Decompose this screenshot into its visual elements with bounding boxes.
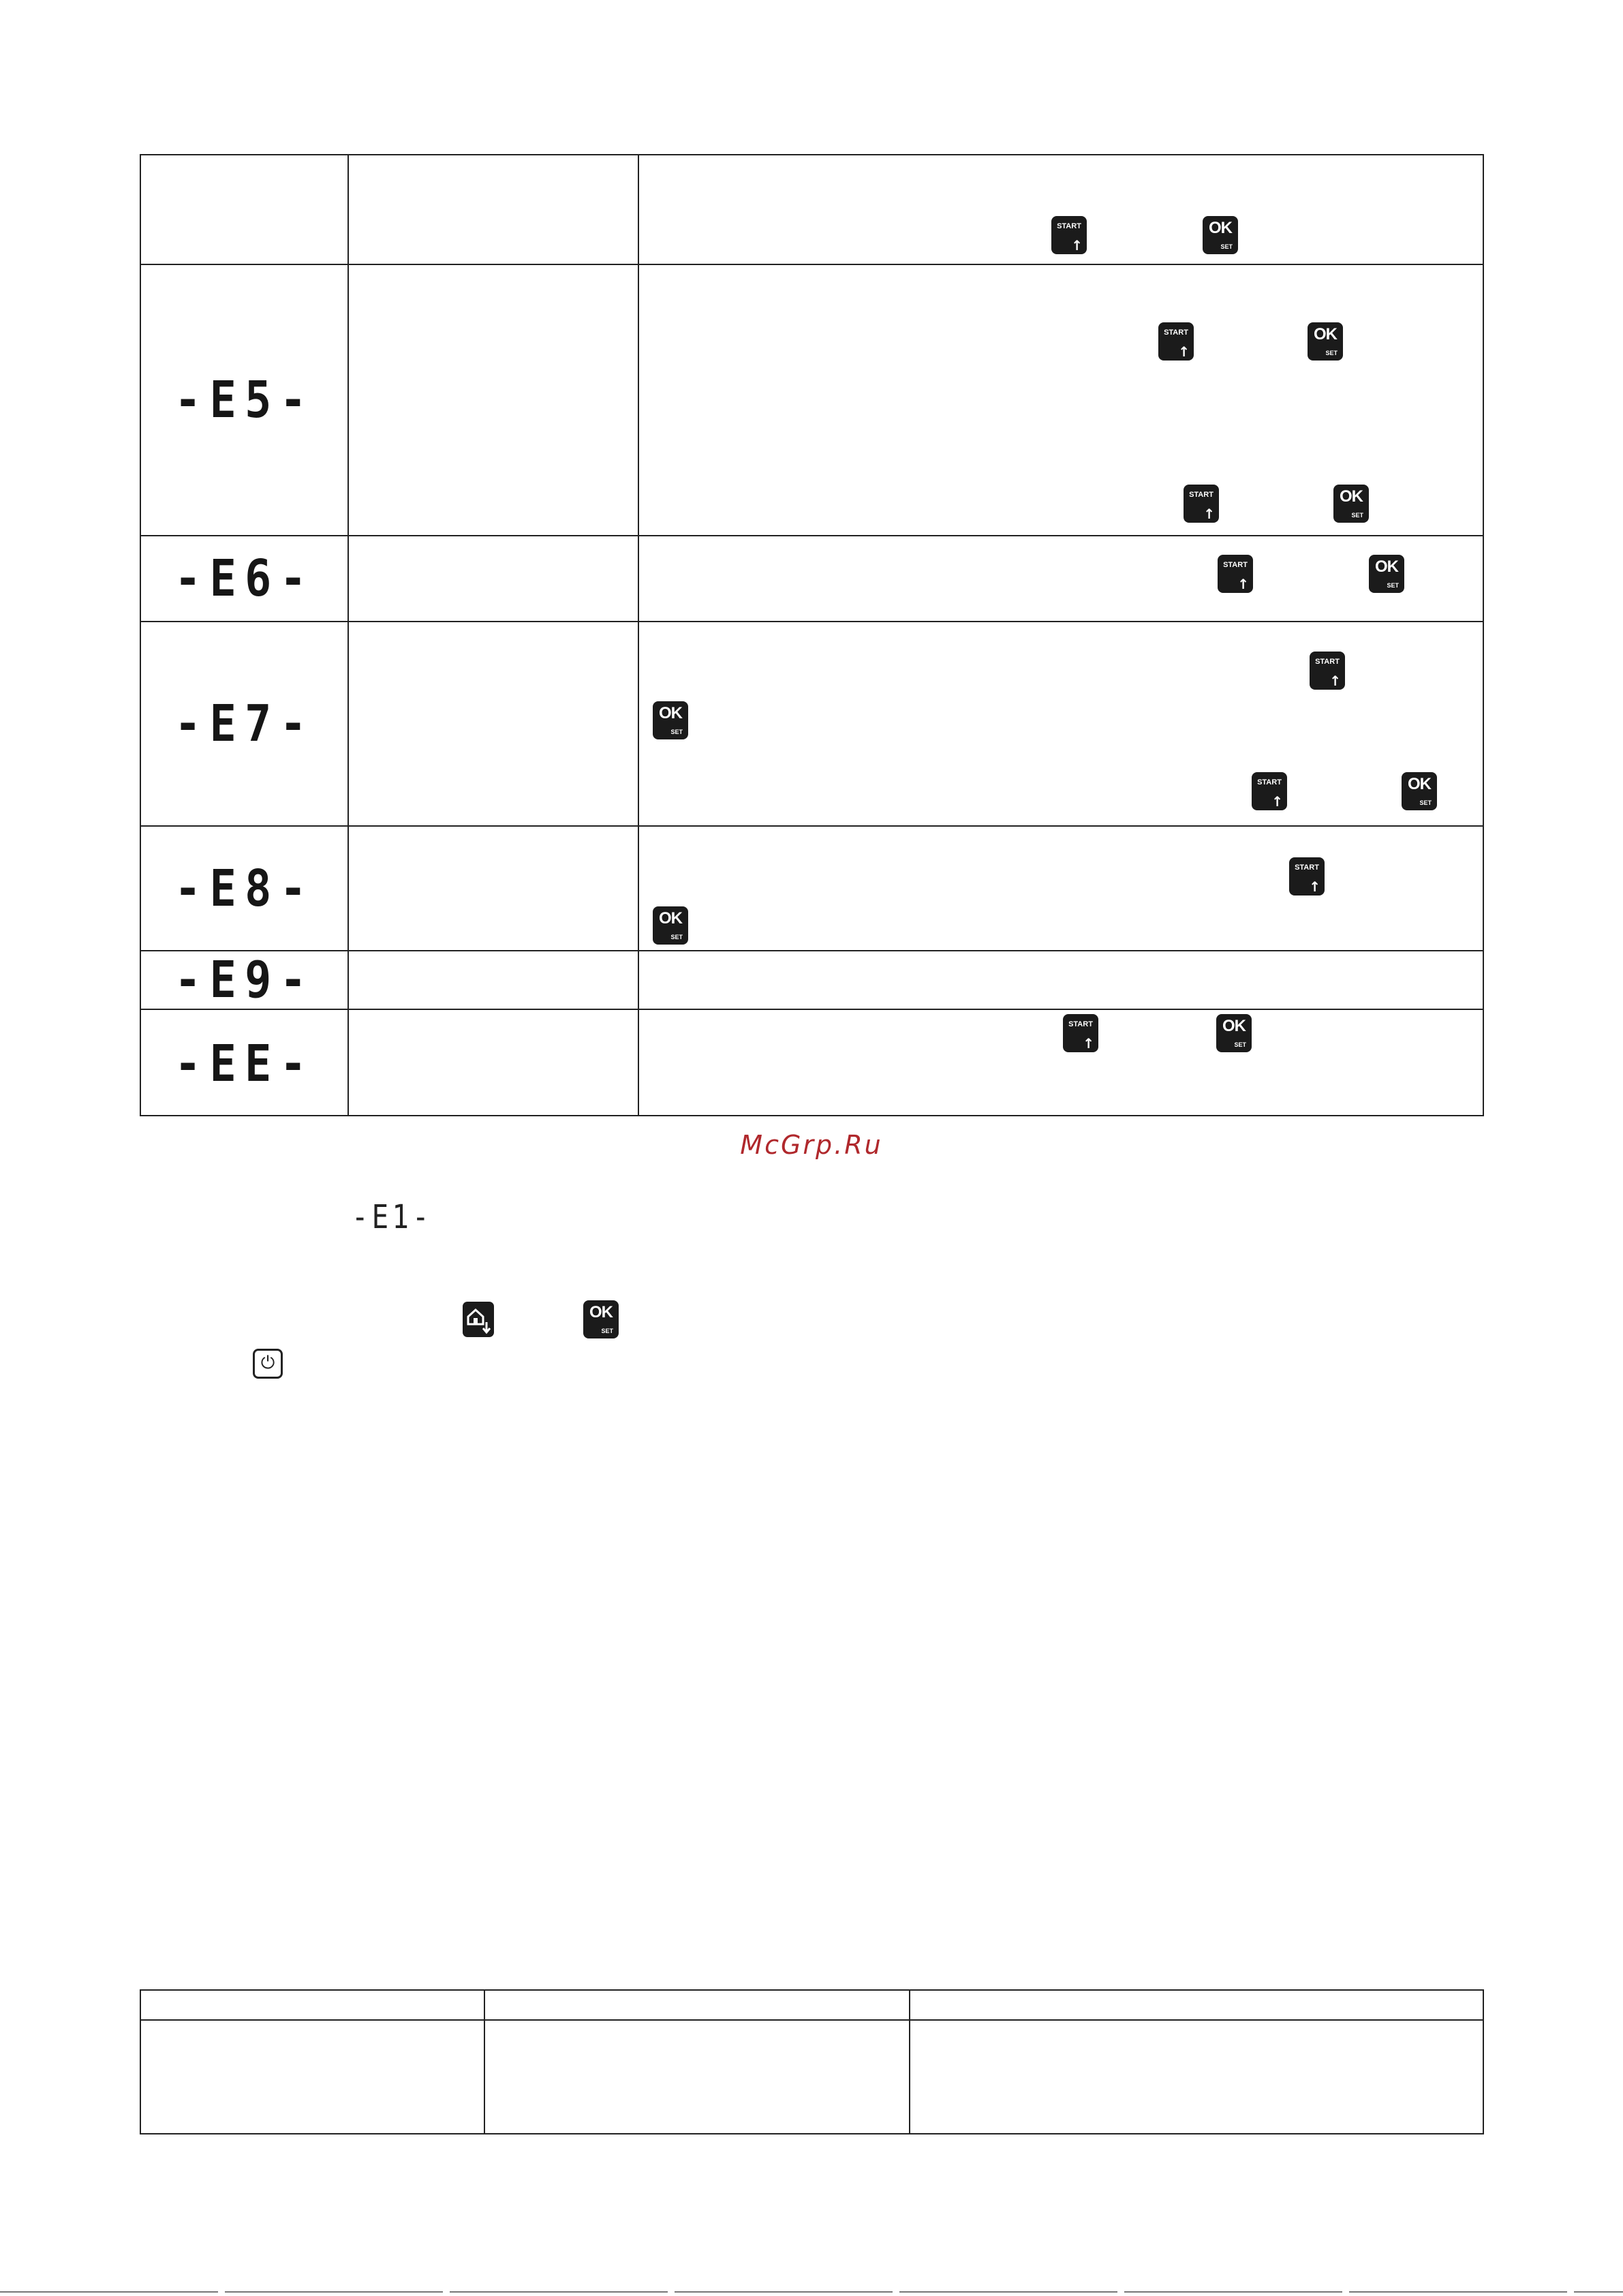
- table-row: [141, 536, 1483, 622]
- bottom-table: [140, 1989, 1484, 2134]
- power-button-icon: ⏻: [253, 1349, 283, 1379]
- start-button-icon: START ↑: [1289, 857, 1325, 896]
- error-code: -E7-: [174, 694, 315, 753]
- table-row: [141, 622, 1483, 827]
- error-code-table: [140, 154, 1484, 1116]
- table-row: [141, 1010, 1483, 1118]
- error-code: -E6-: [174, 549, 315, 608]
- column-divider: [909, 1991, 910, 2133]
- ok-set-button-icon: OK SET: [1203, 216, 1238, 254]
- footer-rule: [0, 2291, 1623, 2293]
- ok-set-button-icon: OK SET: [583, 1300, 619, 1338]
- error-code-cell: [141, 951, 349, 1009]
- error-code-cell: [141, 536, 349, 621]
- error-code: -EE-: [174, 1035, 315, 1093]
- error-code-cell: [141, 265, 349, 535]
- ok-set-button-icon: OK SET: [653, 701, 688, 739]
- start-button-icon: START ↑: [1252, 772, 1287, 810]
- start-button-icon: START ↑: [1184, 485, 1219, 523]
- ok-set-button-icon: OK SET: [1308, 322, 1343, 361]
- home-down-button-icon: [463, 1302, 494, 1337]
- table-row: [141, 951, 1483, 1010]
- table-row: [141, 155, 1483, 265]
- column-divider: [347, 155, 349, 1115]
- column-divider: [484, 1991, 485, 2133]
- header-divider: [141, 2019, 1483, 2021]
- ok-set-button-icon: OK SET: [1216, 1014, 1252, 1052]
- error-code-cell: [141, 1010, 349, 1118]
- start-button-icon: START ↑: [1310, 652, 1345, 690]
- column-divider: [638, 155, 639, 1115]
- inline-error-code: -E1-: [352, 1198, 433, 1236]
- table-row: [141, 265, 1483, 536]
- start-button-icon: START ↑: [1051, 216, 1087, 254]
- ok-set-button-icon: OK SET: [1333, 485, 1369, 523]
- start-button-icon: START ↑: [1218, 555, 1253, 593]
- error-code-cell: [141, 622, 349, 825]
- error-code: -E5-: [174, 371, 315, 429]
- ok-set-button-icon: OK SET: [653, 906, 688, 945]
- home-down-icon: [463, 1302, 494, 1337]
- ok-set-button-icon: OK SET: [1402, 772, 1437, 810]
- start-button-icon: START ↑: [1158, 322, 1194, 361]
- error-code: -E9-: [174, 951, 315, 1009]
- error-code-cell: [141, 155, 349, 264]
- ok-set-button-icon: OK SET: [1369, 555, 1404, 593]
- watermark-text: McGrp.Ru: [740, 1130, 883, 1160]
- error-code: -E8-: [174, 859, 315, 918]
- table-row: [141, 827, 1483, 951]
- start-button-icon: START ↑: [1063, 1014, 1098, 1052]
- error-code-cell: [141, 827, 349, 950]
